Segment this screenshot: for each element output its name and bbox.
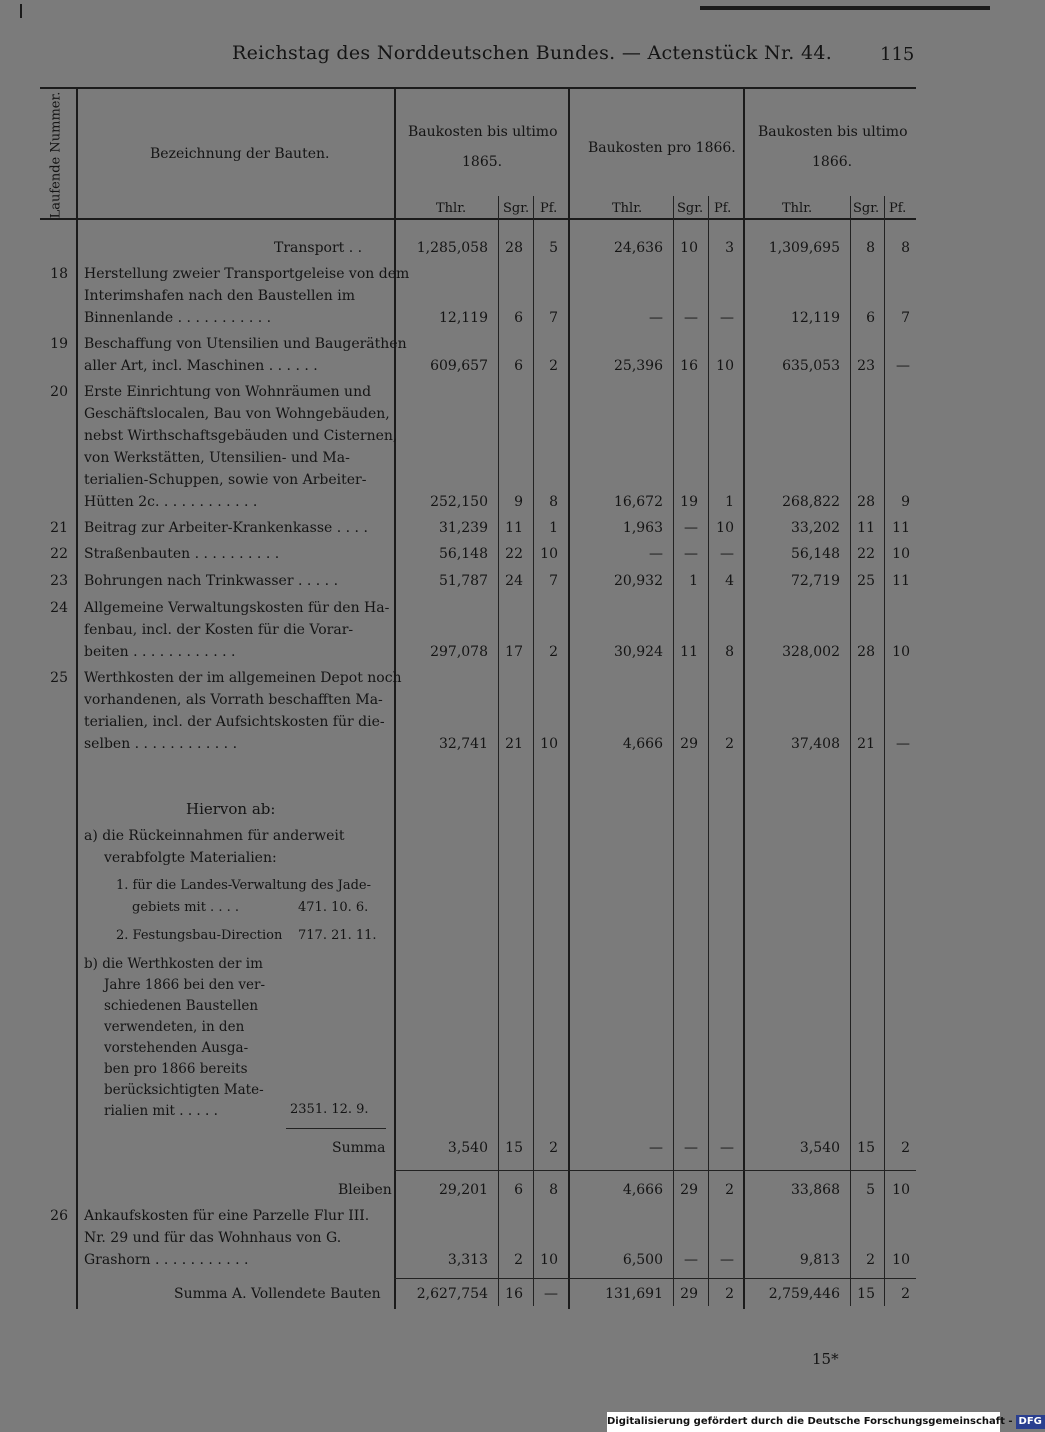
deduction-a2-value: 717. 21. 11. bbox=[298, 928, 377, 943]
deduction-a2-text: 2. Festungsbau-Direction bbox=[116, 928, 283, 943]
row-7-value-0: 297,078 bbox=[430, 644, 488, 660]
header-thlr-3: Thlr. bbox=[782, 201, 813, 216]
scan-mark bbox=[20, 4, 22, 18]
row-3-value-7: 28 bbox=[857, 494, 875, 510]
total-value-2: — bbox=[544, 1286, 558, 1302]
header-sgr-2: Sgr. bbox=[677, 201, 704, 216]
row-6-value-4: 1 bbox=[689, 573, 698, 589]
row26-value-5: — bbox=[720, 1252, 734, 1268]
digitization-banner bbox=[607, 1412, 1042, 1432]
row26-value-7: 2 bbox=[866, 1252, 875, 1268]
row-3-value-3: 16,672 bbox=[614, 494, 663, 510]
row-5-value-6: 56,148 bbox=[791, 546, 840, 562]
header-group2: Baukosten pro 1866. bbox=[588, 140, 736, 156]
row-2-value-0: 609,657 bbox=[430, 358, 488, 374]
summa-value-5: — bbox=[720, 1140, 734, 1156]
header-group3-line1: Baukosten bis ultimo bbox=[758, 124, 908, 140]
header-group3-line2: 1866. bbox=[812, 154, 853, 170]
deduction-sum-rule bbox=[286, 1128, 386, 1129]
row-description-line: Straßenbauten . . . . . . . . . . bbox=[84, 546, 280, 562]
row-2-value-3: 25,396 bbox=[614, 358, 663, 374]
row-description-line: Hütten 2c. . . . . . . . . . . . bbox=[84, 494, 258, 510]
row-number: 24 bbox=[50, 600, 68, 616]
bleiben-value-3: 4,666 bbox=[622, 1182, 663, 1198]
row-number: 20 bbox=[50, 384, 68, 400]
row-description-line: von Werkstätten, Utensilien- und Ma- bbox=[84, 450, 350, 466]
row-0-value-3: 24,636 bbox=[614, 240, 663, 256]
row-3-value-6: 268,822 bbox=[782, 494, 840, 510]
row-1-value-8: 7 bbox=[901, 310, 910, 326]
deduction-b-line: berücksichtigten Mate- bbox=[104, 1082, 264, 1098]
row-7-value-2: 2 bbox=[549, 644, 558, 660]
row-6-value-5: 4 bbox=[725, 573, 734, 589]
row26-value-2: 10 bbox=[540, 1252, 558, 1268]
top-rule bbox=[700, 6, 990, 10]
digitization-note: Digitalisierung gefördert durch die Deutsche Forschungsgemeinschaft - bbox=[607, 1416, 1013, 1427]
row-7-value-7: 28 bbox=[857, 644, 875, 660]
bleiben-value-2: 8 bbox=[549, 1182, 558, 1198]
row-3-value-4: 19 bbox=[680, 494, 698, 510]
deduction-b-line: Jahre 1866 bei den ver- bbox=[104, 977, 266, 993]
header-group1-line2: 1865. bbox=[462, 154, 503, 170]
row26-value-4: — bbox=[684, 1252, 698, 1268]
row-8-value-1: 21 bbox=[505, 736, 523, 752]
row-2-value-5: 10 bbox=[716, 358, 734, 374]
row-2-value-8: — bbox=[896, 358, 910, 374]
summa-value-3: — bbox=[649, 1140, 663, 1156]
row-description-line: Allgemeine Verwaltungskosten für den Ha- bbox=[84, 600, 390, 616]
total-value-7: 15 bbox=[857, 1286, 875, 1302]
total-value-1: 16 bbox=[505, 1286, 523, 1302]
row-6-value-6: 72,719 bbox=[791, 573, 840, 589]
deduction-b-line: ben pro 1866 bereits bbox=[104, 1061, 248, 1077]
row-number: 21 bbox=[50, 520, 68, 536]
row-6-value-0: 51,787 bbox=[439, 573, 488, 589]
total-value-6: 2,759,446 bbox=[768, 1286, 840, 1302]
row-description-line: fenbau, incl. der Kosten für die Vorar- bbox=[84, 622, 354, 638]
dfg-logo: DFG bbox=[1016, 1415, 1045, 1429]
summa-value-1: 15 bbox=[505, 1140, 523, 1156]
row-8-value-7: 21 bbox=[857, 736, 875, 752]
row-description-line: Interimshafen nach den Baustellen im bbox=[84, 288, 355, 304]
header-laufende-nummer: Laufende Nummer. bbox=[48, 91, 64, 219]
row-6-value-1: 24 bbox=[505, 573, 523, 589]
row-description-line: terialien-Schuppen, sowie von Arbeiter- bbox=[84, 472, 367, 488]
row-4-value-3: 1,963 bbox=[622, 520, 663, 536]
row-6-value-2: 7 bbox=[549, 573, 558, 589]
deduction-a-line2: verabfolgte Materialien: bbox=[104, 850, 277, 866]
row-0-value-6: 1,309,695 bbox=[768, 240, 840, 256]
row-7-value-1: 17 bbox=[505, 644, 523, 660]
summa-value-4: — bbox=[684, 1140, 698, 1156]
summa-value-0: 3,540 bbox=[447, 1140, 488, 1156]
row-6-value-3: 20,932 bbox=[614, 573, 663, 589]
col-divider-g1 bbox=[568, 87, 570, 1309]
row-7-value-8: 10 bbox=[892, 644, 910, 660]
header-thlr-2: Thlr. bbox=[612, 201, 643, 216]
header-sgr-3: Sgr. bbox=[853, 201, 880, 216]
footnote-number: 15* bbox=[812, 1350, 839, 1368]
deduction-b-line: b) die Werthkosten der im bbox=[84, 956, 263, 972]
row-1-value-3: — bbox=[649, 310, 663, 326]
row-description-line: Beitrag zur Arbeiter-Krankenkasse . . . . bbox=[84, 520, 368, 536]
row-description-line: Transport . . bbox=[274, 240, 363, 256]
row26-value-1: 2 bbox=[514, 1252, 523, 1268]
header-pf-1: Pf. bbox=[540, 201, 558, 216]
summa-value-7: 15 bbox=[857, 1140, 875, 1156]
row-0-value-7: 8 bbox=[866, 240, 875, 256]
row-number: 18 bbox=[50, 266, 68, 282]
row-number: 22 bbox=[50, 546, 68, 562]
row26-value-8: 10 bbox=[892, 1252, 910, 1268]
bleiben-label: Bleiben bbox=[338, 1182, 392, 1198]
row-6-value-8: 11 bbox=[892, 573, 910, 589]
row-number: 19 bbox=[50, 336, 68, 352]
total-value-3: 131,691 bbox=[605, 1286, 663, 1302]
row-1-value-7: 6 bbox=[866, 310, 875, 326]
row-2-value-2: 2 bbox=[549, 358, 558, 374]
row-4-value-1: 11 bbox=[505, 520, 523, 536]
deduction-b-line: schiedenen Baustellen bbox=[104, 998, 259, 1014]
row-description-line: Herstellung zweier Transportgeleise von dem bbox=[84, 266, 410, 282]
page-number: 115 bbox=[880, 44, 915, 65]
deduction-a-line1: a) die Rückeinnahmen für anderweit bbox=[84, 828, 345, 844]
row-4-value-2: 1 bbox=[549, 520, 558, 536]
header-group1-line1: Baukosten bis ultimo bbox=[408, 124, 558, 140]
summa-label: Summa bbox=[332, 1140, 386, 1156]
row-description-line: Bohrungen nach Trinkwasser . . . . . bbox=[84, 573, 339, 589]
row-5-value-3: — bbox=[649, 546, 663, 562]
total-value-4: 29 bbox=[680, 1286, 698, 1302]
row-number: 25 bbox=[50, 670, 68, 686]
table-top-rule bbox=[40, 87, 916, 89]
row-5-value-8: 10 bbox=[892, 546, 910, 562]
row-0-value-5: 3 bbox=[725, 240, 734, 256]
bleiben-value-7: 5 bbox=[866, 1182, 875, 1198]
total-value-0: 2,627,754 bbox=[416, 1286, 488, 1302]
row-number: 26 bbox=[50, 1208, 68, 1224]
row-description-line: aller Art, incl. Maschinen . . . . . . bbox=[84, 358, 318, 374]
row-4-value-5: 10 bbox=[716, 520, 734, 536]
row-description-line: beiten . . . . . . . . . . . . bbox=[84, 644, 236, 660]
row-description-line: vorhandenen, als Vorrath beschafften Ma- bbox=[84, 692, 383, 708]
row-number: 23 bbox=[50, 573, 68, 589]
row-description-line: Beschaffung von Utensilien und Baugeräthen bbox=[84, 336, 407, 352]
row-description-line: Erste Einrichtung von Wohnräumen und bbox=[84, 384, 372, 400]
row-8-value-2: 10 bbox=[540, 736, 558, 752]
row-3-value-0: 252,150 bbox=[430, 494, 488, 510]
row-5-value-4: — bbox=[684, 546, 698, 562]
row-8-value-5: 2 bbox=[725, 736, 734, 752]
row-description-line: nebst Wirthschaftsgebäuden und Cisternen, bbox=[84, 428, 398, 444]
summa-value-8: 2 bbox=[901, 1140, 910, 1156]
bleiben-value-4: 29 bbox=[680, 1182, 698, 1198]
deduction-a1-value: 471. 10. 6. bbox=[298, 900, 369, 915]
row-3-value-5: 1 bbox=[725, 494, 734, 510]
row-2-value-6: 635,053 bbox=[782, 358, 840, 374]
row-5-value-0: 56,148 bbox=[439, 546, 488, 562]
deduction-a1-text: 1. für die Landes-Verwaltung des Jade- bbox=[116, 878, 372, 893]
row-4-value-7: 11 bbox=[857, 520, 875, 536]
summa-value-2: 2 bbox=[549, 1140, 558, 1156]
row-4-value-0: 31,239 bbox=[439, 520, 488, 536]
deduction-b-line: rialien mit . . . . . bbox=[104, 1103, 218, 1119]
row-2-value-1: 6 bbox=[514, 358, 523, 374]
col-divider-g2 bbox=[743, 87, 745, 1309]
row-description-line: Nr. 29 und für das Wohnhaus von G. bbox=[84, 1230, 342, 1246]
page-title: Reichstag des Norddeutschen Bundes. — Actenstück Nr. 44. bbox=[232, 42, 833, 64]
row26-value-3: 6,500 bbox=[622, 1252, 663, 1268]
row-7-value-5: 8 bbox=[725, 644, 734, 660]
row-1-value-2: 7 bbox=[549, 310, 558, 326]
deduction-heading: Hiervon ab: bbox=[186, 800, 276, 818]
row-0-value-8: 8 bbox=[901, 240, 910, 256]
bleiben-value-5: 2 bbox=[725, 1182, 734, 1198]
col-divider-nr bbox=[76, 87, 78, 1309]
row-6-value-7: 25 bbox=[857, 573, 875, 589]
row-5-value-2: 10 bbox=[540, 546, 558, 562]
row26-value-6: 9,813 bbox=[799, 1252, 840, 1268]
row-1-value-4: — bbox=[684, 310, 698, 326]
row-1-value-5: — bbox=[720, 310, 734, 326]
row-description-line: Binnenlande . . . . . . . . . . . bbox=[84, 310, 272, 326]
deduction-b-line: verwendeten, in den bbox=[104, 1019, 245, 1035]
row-3-value-2: 8 bbox=[549, 494, 558, 510]
header-pf-3: Pf. bbox=[889, 201, 907, 216]
row-5-value-5: — bbox=[720, 546, 734, 562]
header-sgr-1: Sgr. bbox=[503, 201, 530, 216]
row-2-value-7: 23 bbox=[857, 358, 875, 374]
row-8-value-6: 37,408 bbox=[791, 736, 840, 752]
row-5-value-1: 22 bbox=[505, 546, 523, 562]
row-1-value-0: 12,119 bbox=[439, 310, 488, 326]
row-1-value-1: 6 bbox=[514, 310, 523, 326]
row-1-value-6: 12,119 bbox=[791, 310, 840, 326]
row-description-line: Ankaufskosten für eine Parzelle Flur III. bbox=[84, 1208, 370, 1224]
row-7-value-4: 11 bbox=[680, 644, 698, 660]
row-0-value-4: 10 bbox=[680, 240, 698, 256]
row-5-value-7: 22 bbox=[857, 546, 875, 562]
row-7-value-3: 30,924 bbox=[614, 644, 663, 660]
row-8-value-0: 32,741 bbox=[439, 736, 488, 752]
header-thlr-1: Thlr. bbox=[436, 201, 467, 216]
row-description-line: Werthkosten der im allgemeinen Depot noch bbox=[84, 670, 402, 686]
summa-value-6: 3,540 bbox=[799, 1140, 840, 1156]
row-2-value-4: 16 bbox=[680, 358, 698, 374]
bleiben-value-0: 29,201 bbox=[439, 1182, 488, 1198]
row-7-value-6: 328,002 bbox=[782, 644, 840, 660]
row-0-value-2: 5 bbox=[549, 240, 558, 256]
row-0-value-0: 1,285,058 bbox=[416, 240, 488, 256]
row26-value-0: 3,313 bbox=[447, 1252, 488, 1268]
total-rule bbox=[394, 1278, 916, 1279]
deduction-b-value: 2351. 12. 9. bbox=[290, 1102, 369, 1117]
row-8-value-3: 4,666 bbox=[622, 736, 663, 752]
row-4-value-8: 11 bbox=[892, 520, 910, 536]
header-bezeichnung: Bezeichnung der Bauten. bbox=[150, 146, 330, 162]
row-8-value-8: — bbox=[896, 736, 910, 752]
table-header-rule bbox=[40, 218, 916, 220]
row-description-line: Geschäftslocalen, Bau von Wohngebäuden, bbox=[84, 406, 390, 422]
total-value-5: 2 bbox=[725, 1286, 734, 1302]
row-3-value-1: 9 bbox=[514, 494, 523, 510]
row-8-value-4: 29 bbox=[680, 736, 698, 752]
row-0-value-1: 28 bbox=[505, 240, 523, 256]
row-3-value-8: 9 bbox=[901, 494, 910, 510]
row-description-line: selben . . . . . . . . . . . . bbox=[84, 736, 238, 752]
row-4-value-4: — bbox=[684, 520, 698, 536]
deduction-b-line: vorstehenden Ausga- bbox=[104, 1040, 249, 1056]
row-4-value-6: 33,202 bbox=[791, 520, 840, 536]
summa-rule bbox=[394, 1170, 916, 1171]
bleiben-value-8: 10 bbox=[892, 1182, 910, 1198]
row-description-line: terialien, incl. der Aufsichtskosten für die- bbox=[84, 714, 385, 730]
total-label: Summa A. Vollendete Bauten bbox=[174, 1286, 381, 1302]
row-description-line: Grashorn . . . . . . . . . . . bbox=[84, 1252, 249, 1268]
header-pf-2: Pf. bbox=[714, 201, 732, 216]
deduction-a1-text2: gebiets mit . . . . bbox=[132, 900, 239, 915]
bleiben-value-6: 33,868 bbox=[791, 1182, 840, 1198]
total-value-8: 2 bbox=[901, 1286, 910, 1302]
bleiben-value-1: 6 bbox=[514, 1182, 523, 1198]
